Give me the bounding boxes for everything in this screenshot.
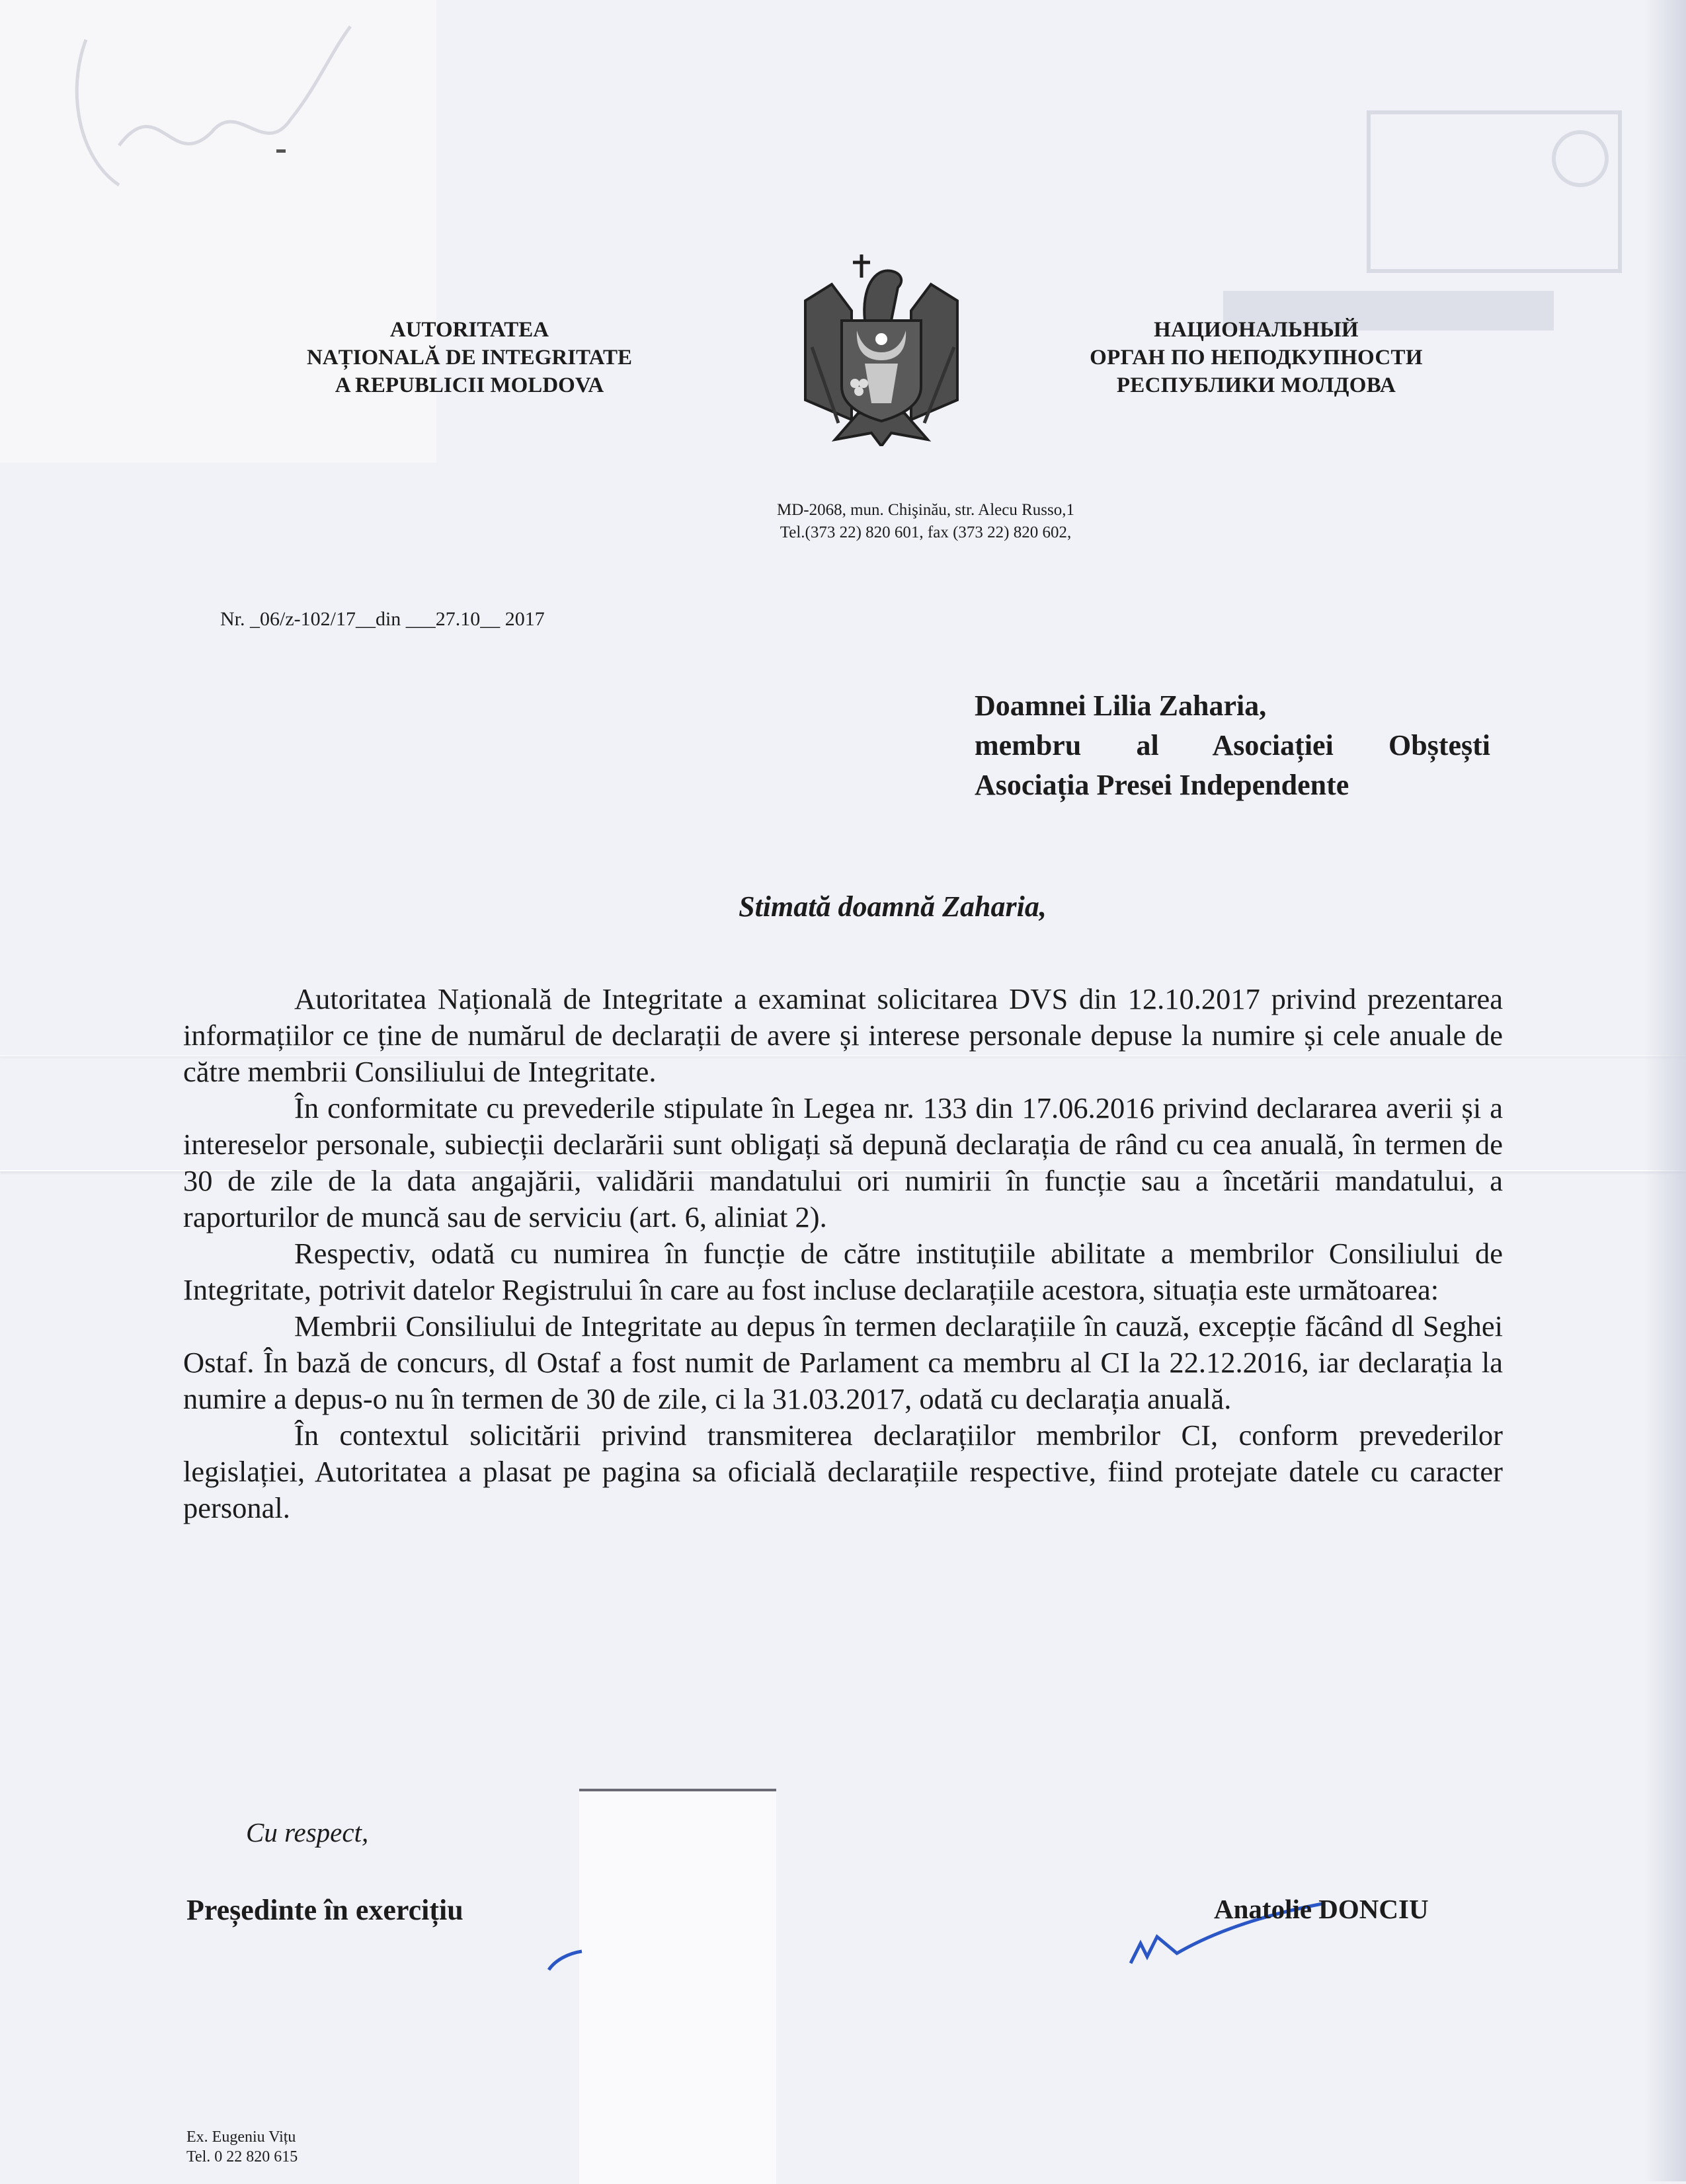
handwritten-mark-icon <box>40 13 383 212</box>
executor-info <box>186 2127 298 2167</box>
executor-phone: Tel. 0 22 820 615 <box>186 2148 298 2165</box>
closing-phrase: Cu respect, <box>246 1817 369 1848</box>
recipient-block <box>975 686 1490 805</box>
address-line: MD-2068, mun. Chişinău, str. Alecu Russo,1 <box>776 501 1074 519</box>
salutation: Stimată doamnă Zaharia, <box>739 890 1047 923</box>
coat-of-arms-icon <box>792 248 971 446</box>
ink-mark <box>276 149 286 153</box>
signatory-title: Președinte în exercițiu <box>186 1894 463 1926</box>
letterhead-russian <box>979 316 1534 399</box>
letterhead-line: ОРГАН ПО НЕПОДКУПНОСТИ <box>1090 346 1423 370</box>
body-paragraph: Autoritatea Națională de Integritate a examinat solicitarea DVS din 12.10.2017 privind prezentarea informațiilor ce ține de numărul de declarații de avere și interese personale depuse la numire și cele anuale de către membrii Consiliului de Integritate. <box>183 982 1503 1088</box>
recipient-organization: Asociația Presei Independente <box>975 769 1349 801</box>
recipient-role: membru al Asociației Obștești <box>975 729 1490 761</box>
letter-body <box>183 981 1503 1526</box>
letterhead-line: РЕСПУБЛИКИ МОЛДОВА <box>1116 373 1396 397</box>
letterhead-line: A REPUBLICII MOLDOVA <box>335 373 604 397</box>
reference-number: Nr. _06/z-102/17__din ___27.10__ 2017 <box>220 608 545 630</box>
executor-name: Ex. Eugeniu Vițu <box>186 2128 296 2146</box>
body-paragraph: Membrii Consiliului de Integritate au depus în termen declarațiile în cauză, excepție făcând dl Seghei Ostaf. În bază de concurs, dl Ostaf a fost numit de Parlament ca membru al CI la 22.12.2016, iar declarația la numire a depus-o nu în termen de 30 de zile, ci la 31.03.2017, odată cu declarația anuală. <box>183 1309 1503 1415</box>
letterhead-line: NAȚIONALĂ DE INTEGRITATE <box>306 346 633 370</box>
contact-line: Tel.(373 22) 820 601, fax (373 22) 820 602, <box>780 524 1072 541</box>
body-paragraph: Respectiv, odată cu numirea în funcție de către instituțiile abilitate a membrilor Consiliului de Integritate, potrivit datelor Registrului în care au fost incluse declarațiile acestora, situația este următoarea: <box>183 1237 1503 1306</box>
page-edge-shadow <box>1644 0 1686 2181</box>
signatory-name: Anatolie DONCIU <box>1214 1894 1429 1924</box>
letterhead-line: НАЦИОНАЛЬНЫЙ <box>1154 318 1359 342</box>
body-paragraph: În contextul solicitării privind transmiterea declarațiilor membrilor CI, conform prevederilor legislației, Autoritatea a plasat pe pagina sa oficială declarațiile respective, fiind protejate datele cu caracter personal. <box>183 1419 1503 1524</box>
letterhead-line: AUTORITATEA <box>389 318 549 342</box>
institution-address <box>595 499 1256 544</box>
body-paragraph: În conformitate cu prevederile stipulate în Legea nr. 133 din 17.06.2016 privind declararea averii și a intereselor personale, subiecții declarării sunt obligați să depună declarația de rând cu cea anuală, în termen de 30 de zile de la data angajării, validării mandatului ori numirii în funcție sau a încetării mandatului, a raporturilor de muncă sau de serviciu (art. 6, aliniat 2). <box>183 1091 1503 1233</box>
recipient-name: Doamnei Lilia Zaharia, <box>975 689 1267 722</box>
letterhead-romanian <box>218 316 721 399</box>
